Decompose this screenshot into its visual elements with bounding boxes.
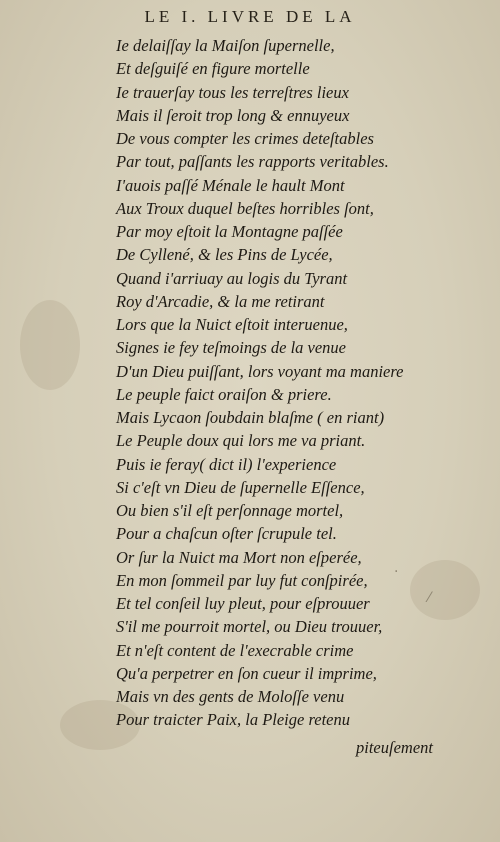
catchword: piteuſement: [356, 738, 433, 757]
verse-line: Pour traicter Paix, la Pleige retenu: [116, 710, 350, 730]
verse-line: Mais Lycaon ſoubdain blaſme ( en riant): [116, 408, 385, 427]
verse-text: [116, 34, 404, 732]
verse-line: Ou bien s'il eſt perſonnage mortel,: [116, 501, 344, 520]
verse-line: Par moy eſtoit la Montagne paſſée: [116, 222, 343, 241]
verse-line: De vous compter les crimes deteſtables: [116, 129, 374, 148]
verse-line: Mais vn des gents de Moloſſe venu: [116, 687, 345, 706]
verse-line: Et tel conſeil luy pleut, pour eſprouuer: [116, 594, 370, 613]
verse-line: Et deſguiſé en figure mortelle: [116, 59, 310, 79]
verse-line: Le Peuple doux qui lors me va priant.: [116, 431, 366, 451]
verse-line: Par tout, paſſants les rapports veritables.: [116, 152, 389, 172]
verse-line: Lors que la Nuict eſtoit interuenue,: [116, 315, 348, 334]
verse-line: Or ſur la Nuict ma Mort non eſperée,: [116, 547, 362, 567]
verse-line: Le peuple faict oraiſon & priere.: [116, 384, 332, 404]
paper-stain: [20, 300, 80, 390]
verse-line: Signes ie fey teſmoings de la venue: [116, 338, 347, 358]
paper-stain: [410, 560, 480, 620]
verse-line: Quand i'arriuay au logis du Tyrant: [116, 268, 348, 288]
verse-line: S'il me pourroit mortel, ou Dieu trouuer,: [116, 617, 383, 637]
verse-line: Et n'eſt content de l'execrable crime: [116, 640, 354, 660]
verse-line: Roy d'Arcadie, & la me retirant: [116, 291, 325, 311]
margin-mark: .: [394, 560, 399, 576]
verse-line: D'un Dieu puiſſant, lors voyant ma maniere: [116, 361, 404, 381]
margin-mark: ⁄: [428, 590, 431, 606]
verse-line: Si c'eſt vn Dieu de ſupernelle Eſſence,: [116, 477, 365, 497]
verse-line: Puis ie feray( dict il) l'experience: [116, 454, 337, 474]
verse-line: Pour a chaſcun oſter ſcrupule tel.: [116, 524, 337, 544]
verse-line: Aux Troux duquel beſtes horribles ſont,: [116, 198, 374, 218]
running-title: LE I. LIVRE DE LA: [144, 7, 356, 26]
verse-line: Mais il ſeroit trop long & ennuyeux: [116, 105, 350, 125]
verse-line: Qu'a perpetrer en ſon cueur il imprime,: [116, 663, 377, 683]
verse-line: De Cyllené, & les Pins de Lycée,: [116, 245, 333, 265]
verse-line: Ie delaiſſay la Maiſon ſupernelle,: [116, 36, 335, 55]
verse-line: Ie trauerſay tous les terreſtres lieux: [116, 82, 349, 102]
verse-line: I'auois paſſé Ménale le hault Mont: [116, 175, 345, 195]
verse-line: En mon ſommeil par luy fut conſpirée,: [116, 570, 368, 590]
